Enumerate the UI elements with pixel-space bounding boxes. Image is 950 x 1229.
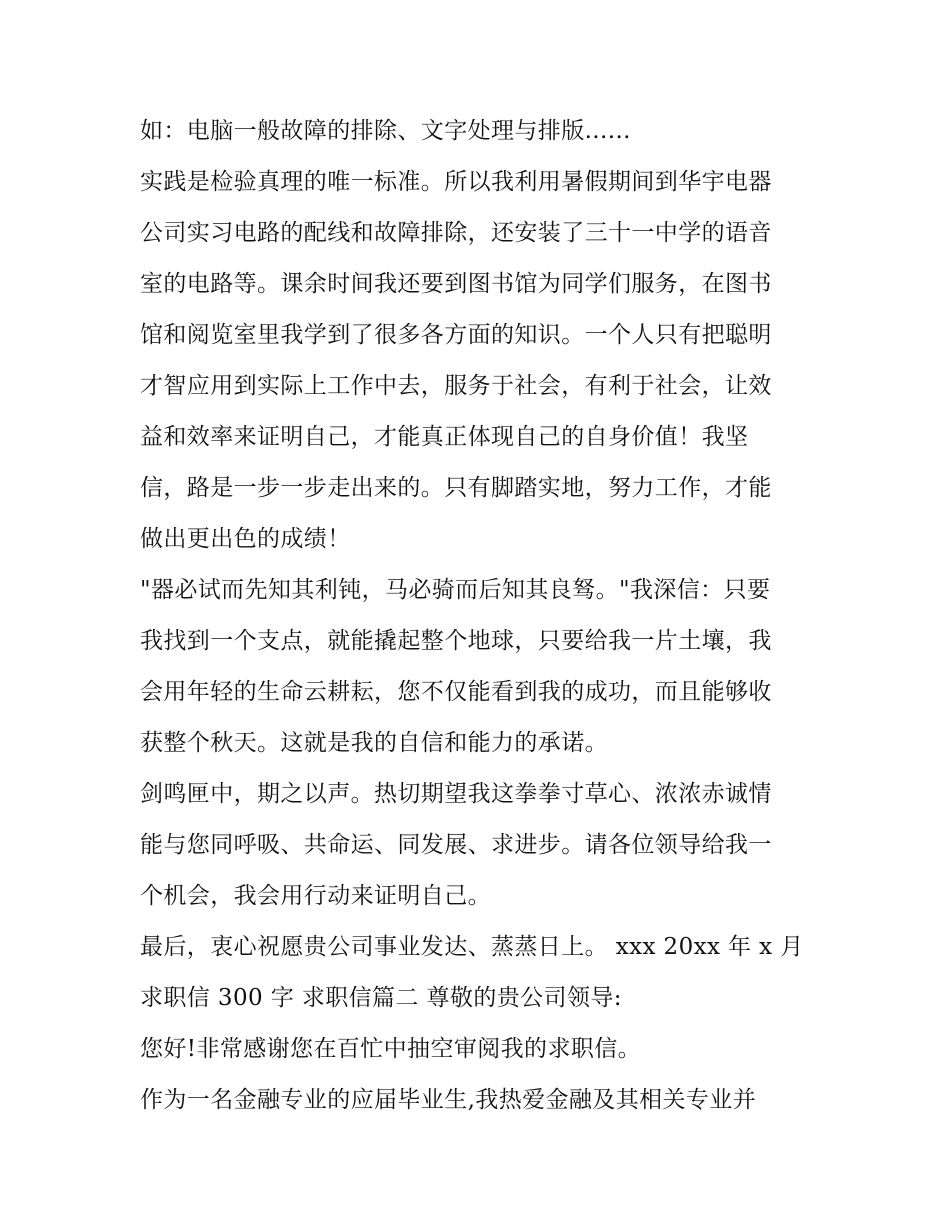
text-line-20: 作为一名金融专业的应届毕业生,我热爱金融及其相关专业并 <box>140 1087 757 1113</box>
text-line-14: 剑鸣匣中，期之以声。热切期望我这拳拳寸草心、浓浓赤诚情 <box>140 781 772 807</box>
text-line-15: 能与您同呼吸、共命运、同发展、求进步。请各位领导给我一 <box>140 832 772 858</box>
text-line-10: "器必试而先知其利钝，马必骑而后知其良驽。"我深信：只要 <box>140 577 771 603</box>
text-line-18: 求职信 300 字 求职信篇二 尊敬的贵公司领导: <box>140 985 622 1011</box>
text-line-7: 益和效率来证明自己，才能真正体现自己的自身价值！我坚 <box>140 424 749 450</box>
text-line-19: 您好!非常感谢您在百忙中抽空审阅我的求职信。 <box>140 1036 642 1062</box>
text-line-4: 室的电路等。课余时间我还要到图书馆为同学们服务，在图书 <box>140 271 772 297</box>
text-line-12: 会用年轻的生命云耕耘，您不仅能看到我的成功，而且能够收 <box>140 679 772 705</box>
text-line-5: 馆和阅览室里我学到了很多各方面的知识。一个人只有把聪明 <box>140 322 772 348</box>
text-line-13: 获整个秋天。这就是我的自信和能力的承诺。 <box>140 730 608 756</box>
text-line-8: 信，路是一步一步走出来的。只有脚踏实地，努力工作，才能 <box>140 475 772 501</box>
text-line-6: 才智应用到实际上工作中去，服务于社会，有利于社会，让效 <box>140 373 772 399</box>
body-text <box>140 106 820 1126</box>
text-line-2: 实践是检验真理的唯一标准。所以我利用暑假期间到华宇电器 <box>140 169 772 195</box>
text-line-16: 个机会，我会用行动来证明自己。 <box>140 883 491 909</box>
text-line-3: 公司实习电路的配线和故障排除，还安装了三十一中学的语音 <box>140 220 772 246</box>
text-line-11: 我找到一个支点，就能撬起整个地球，只要给我一片土壤，我 <box>140 628 772 654</box>
text-line-17: 最后，衷心祝愿贵公司事业发达、蒸蒸日上。 xxx 20xx 年 x 月 <box>140 934 804 960</box>
text-line-1: 如：电脑一般故障的排除、文字处理与排版...... <box>140 118 631 144</box>
text-line-9: 做出更出色的成绩！ <box>140 526 351 552</box>
